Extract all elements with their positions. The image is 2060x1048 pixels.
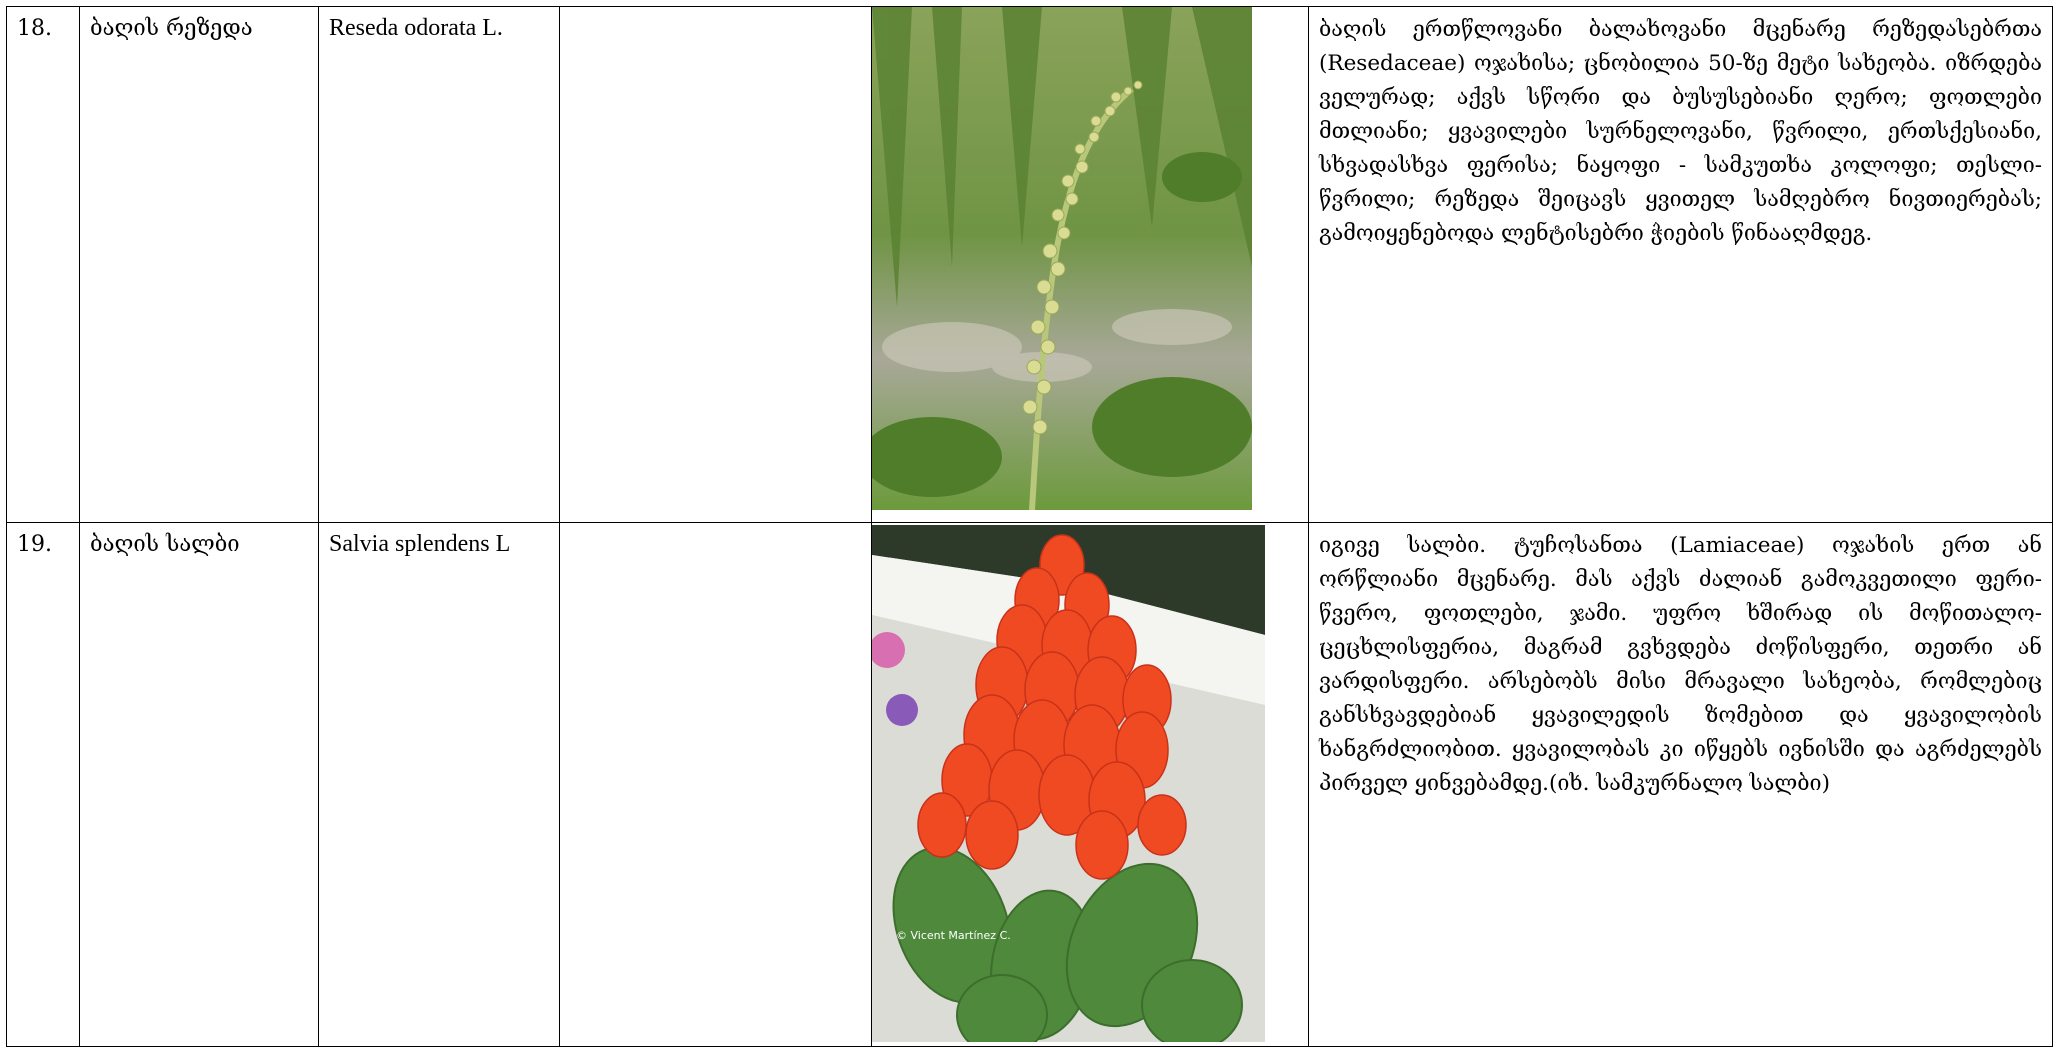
photo-cell: [872, 523, 1309, 1047]
georgian-name-cell: [80, 7, 319, 523]
georgian-name: ბაღის რეზედა: [90, 16, 253, 41]
latin-name: Salvia splendens L: [329, 531, 511, 557]
table-row: [7, 523, 2053, 1047]
latin-name-cell: [319, 523, 560, 1047]
row-number: 19.: [17, 532, 52, 557]
table-row: [7, 7, 2053, 523]
salvia-flower-photo-icon: [872, 525, 1265, 1042]
extra-text: [560, 523, 871, 529]
photo-cell: [872, 7, 1309, 523]
latin-name: Reseda odorata L.: [329, 15, 503, 41]
photo-credit: © Vicent Martínez C.: [896, 929, 1011, 942]
row-number-cell: [7, 523, 80, 1047]
latin-name-cell: [319, 7, 560, 523]
description-cell: [1309, 7, 2053, 523]
description: ბაღის ერთწლოვანი ბალახოვანი მცენარე რეზედასებრთა (Resedaceae) ოჯახისა; ცნობილია 50-ზე მეტი სახეობა. იზრდება ველურად; აქვს სწორი და ბუსუსებიანი ღერო; ფოთლები მთლიანი; ყვავილები სურნელოვანი, წვრილი, ერთსქესიანი, სხვადასხვა ფერისა; ნაყოფი - სამკუთხა კოლოფი; თესლი-წვრილი; რეზედა შეიცავს ყვითელ სამღებრო ნივთიერებას; გამოიყენებოდა ლენტისებრი ჭიების წინააღმდეგ.: [1319, 17, 2042, 246]
plant-table: [6, 6, 2053, 1047]
empty-cell: [560, 7, 872, 523]
georgian-name: ბაღის სალბი: [90, 532, 240, 557]
empty-cell: [560, 523, 872, 1047]
georgian-name-cell: [80, 523, 319, 1047]
reseda-flower-photo-icon: [872, 7, 1252, 510]
description: იგივე სალბი. ტუჩოსანთა (Lamiaceae) ოჯახის ერთ ან ორწლიანი მცენარე. მას აქვს ძალიან გამოკვეთილი ფერი-წვერო, ფოთლები, ჯამი. უფრო ხშირად ის მოწითალო-ცეცხლისფერია, მაგრამ გვხვდება ძოწისფერი, თეთრი ან ვარდისფერი. არსებობს მისი მრავალი სახეობა, რომლებიც განსხვავდებიან ყვავილედის ზომებით და ყვავილობის ხანგრძლიობით. ყვავილობას კი იწყებს ივნისში და აგრძელებს პირველ ყინვებამდე.(იხ. სამკურნალო სალბი): [1319, 533, 2042, 796]
row-number-cell: [7, 7, 80, 523]
extra-text: [560, 7, 871, 13]
description-cell: [1309, 523, 2053, 1047]
row-number: 18.: [17, 16, 52, 41]
